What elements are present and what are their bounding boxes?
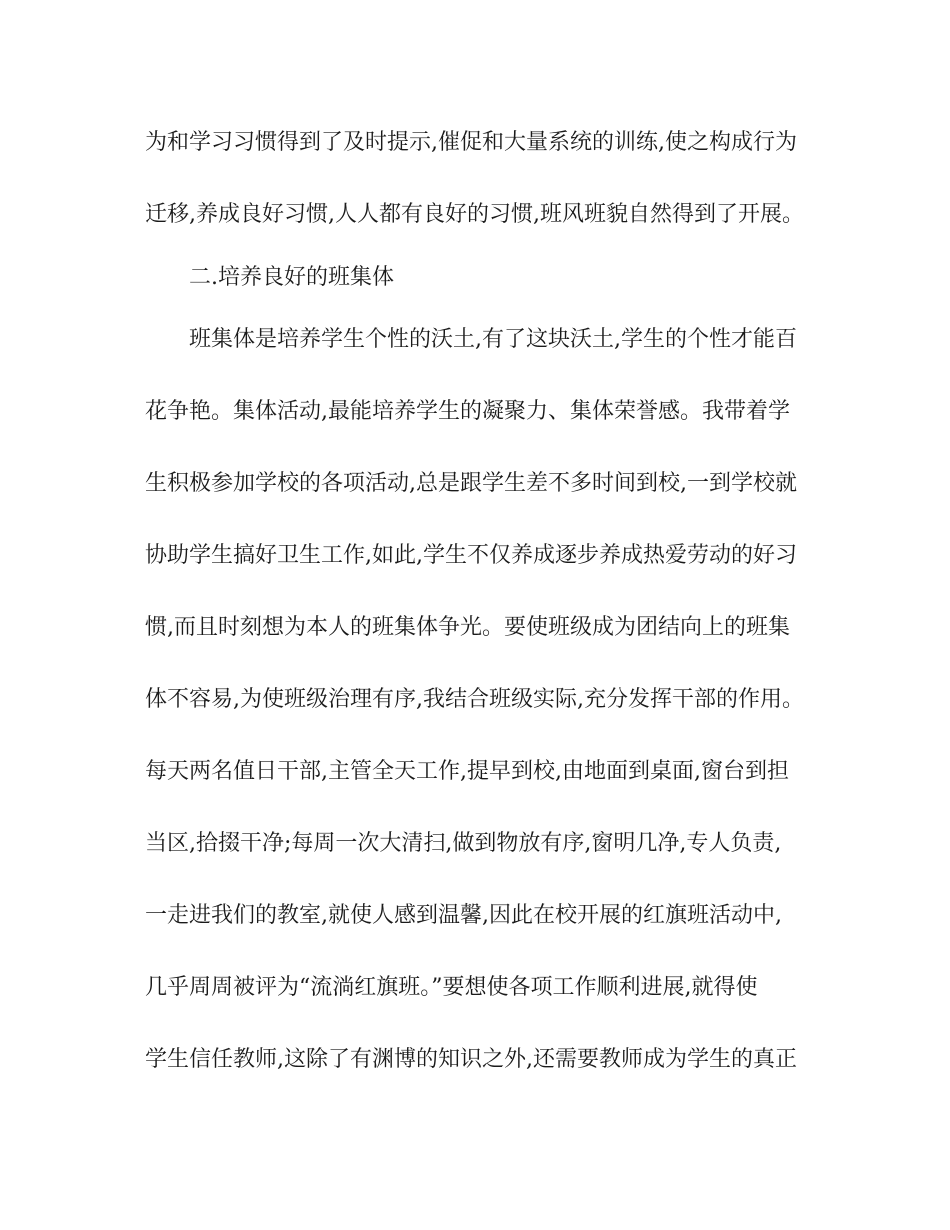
text-line-7: 协助学生搞好卫生工作,如此,学生不仅养成逐步养成热爱劳动的好习 (145, 543, 797, 568)
text-line-14: 学生信任教师,这除了有渊博的知识之外,还需要教师成为学生的真正 (145, 1047, 797, 1072)
text-line-4: 班集体是培养学生个性的沃土,有了这块沃土,学生的个性才能百 (189, 327, 797, 352)
section-heading: 二.培养良好的班集体 (189, 265, 394, 290)
text-line-11: 当区,拾掇干净;每周一次大清扫,做到物放有序,窗明几净,专人负责, (145, 831, 782, 856)
text-line-1: 为和学习习惯得到了及时提示,催促和大量系统的训练,使之构成行为 (145, 130, 797, 155)
text-line-9: 体不容易,为使班级治理有序,我结合班级实际,充分发挥干部的作用。 (145, 687, 804, 712)
text-line-12: 一走进我们的教室,就使人感到温馨,因此在校开展的红旗班活动中, (145, 903, 782, 928)
text-line-8: 惯,而且时刻想为本人的班集体争光。要使班级成为团结向上的班集 (145, 615, 790, 640)
text-line-2: 迁移,养成良好习惯,人人都有良好的习惯,班风班貌自然得到了开展。 (145, 202, 804, 227)
text-line-6: 生积极参加学校的各项活动,总是跟学生差不多时间到校,一到学校就 (145, 471, 797, 496)
text-line-5: 花争艳。集体活动,最能培养学生的凝聚力、集体荣誉感。我带着学 (145, 399, 790, 424)
text-line-13: 几乎周周被评为“流淌红旗班。”要想使各项工作顺利进展,就得使 (145, 975, 758, 1000)
text-line-10: 每天两名值日干部,主管全天工作,提早到校,由地面到桌面,窗台到担 (145, 759, 789, 784)
